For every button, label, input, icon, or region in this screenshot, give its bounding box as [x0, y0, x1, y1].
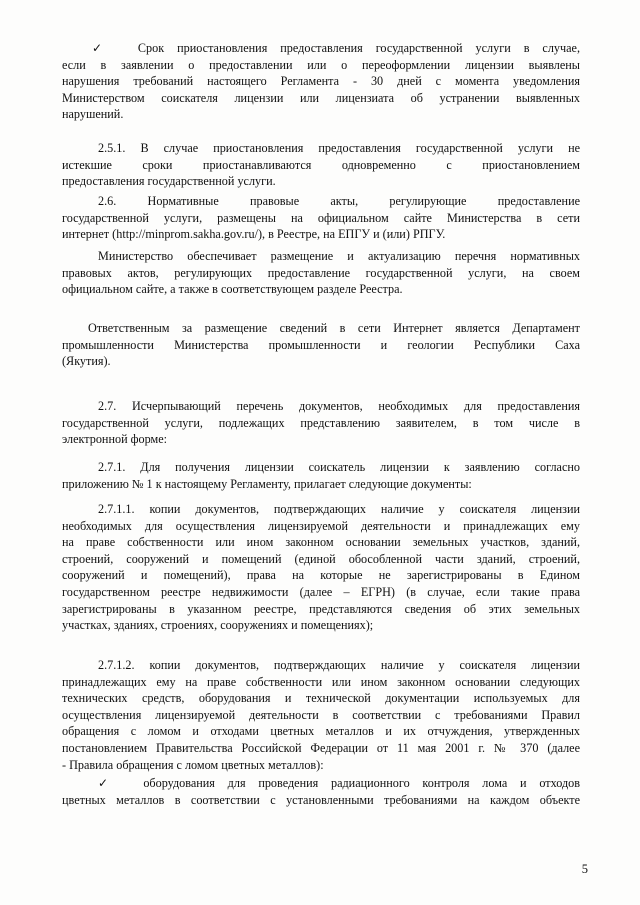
text-line: государственной услуги, подлежащих представлению заявителем, в том числе в: [62, 415, 580, 430]
text-line: на праве собственности или ином законном основании земельных участков, зданий,: [62, 535, 580, 550]
text-line: участках, зданиях, строениях, сооружениях и помещениях);: [62, 618, 374, 633]
paragraph-suspension-term: [62, 40, 580, 123]
text-line: 2.7.1. Для получения лицензии соискатель лицензии к заявлению согласно: [98, 460, 580, 474]
text-line: предоставления государственной услуги.: [62, 174, 276, 189]
page-number: 5: [581, 862, 588, 876]
text-line: государственной услуги, размещены на официальном сайте Министерства в сети: [62, 210, 580, 225]
text-line: ✓ Срок приостановления предоставления государственной услуги в случае,: [92, 41, 580, 55]
text-line: сооружений и помещений), права на которые не зарегистрированы в Едином: [62, 568, 580, 583]
text-line: интернет (http://minprom.sakha.gov.ru/), в Реестре, на ЕПГУ и (или) РПГУ.: [62, 227, 446, 242]
text-line: - Правила обращения с ломом цветных металлов):: [62, 757, 324, 772]
paragraph-2-7-1-1: [62, 501, 580, 634]
text-line: нарушений.: [62, 107, 124, 122]
text-line: Министерством соискателя лицензии или лицензиата об устранении выявленных: [62, 90, 580, 105]
text-line: Министерство обеспечивает размещение и актуализацию перечня нормативных: [98, 249, 580, 263]
text-line: постановлением Правительства Российской Федерации от 11 мая 2001 г. № 370 (далее: [62, 740, 580, 755]
paragraph-responsible-dept: [62, 320, 580, 370]
text-line: 2.7. Исчерпывающий перечень документов, необходимых для предоставления: [98, 399, 580, 413]
text-line: обращения с ломом и отходами цветных металлов и их отчуждения, утвержденных: [62, 724, 580, 739]
paragraph-equipment-radiation: [62, 775, 580, 808]
paragraph-2-7: [62, 398, 580, 448]
text-line: приложению № 1 к настоящему Регламенту, прилагает следующие документы:: [62, 476, 472, 491]
text-line: истекшие сроки приостанавливаются одновременно с приостановлением: [62, 157, 580, 172]
paragraph-2-5-1: [62, 140, 580, 190]
text-line: промышленности Министерства промышленности и геологии Республики Саха: [62, 337, 580, 352]
text-line: технических средств, оборудования и технической документации используемых для: [62, 691, 580, 706]
text-line: осуществления лицензируемой деятельности в соответствии с требованиями Правил: [62, 707, 580, 722]
text-line: 2.7.1.2. копии документов, подтверждающих наличие у соискателя лицензии: [98, 658, 580, 672]
text-line: государственном реестре недвижимости (далее – ЕГРН) (в случае, если такие права: [62, 584, 580, 599]
text-line: (Якутия).: [62, 354, 111, 369]
text-line: цветных металлов в соответствии с установленными требованиями на каждом объекте: [62, 792, 580, 807]
text-line: официальном сайте, а также в соответствующем разделе Реестра.: [62, 282, 403, 297]
text-line: принадлежащих ему на праве собственности или ином законном основании следующих: [62, 674, 580, 689]
text-line: электронной форме:: [62, 432, 168, 447]
checkmark-icon: ✓: [98, 776, 118, 790]
text-line: Ответственным за размещение сведений в сети Интернет является Департамент: [88, 321, 580, 335]
checkmark-icon: ✓: [92, 41, 112, 55]
text-line: нарушения требований настоящего Регламента - 30 дней с момента уведомления: [62, 74, 580, 89]
paragraph-2-7-1: [62, 459, 580, 492]
text-line: 2.5.1. В случае приостановления предоставления государственной услуги не: [98, 141, 580, 155]
paragraph-2-7-1-2: [62, 657, 580, 773]
paragraph-ministry-updates: [62, 248, 580, 298]
text-line: если в заявлении о предоставлении или о переоформлении лицензии выявлены: [62, 57, 580, 72]
text-line: зарегистрированы в указанном реестре, представляются сведения об этих земельных: [62, 601, 580, 616]
text-line: строений, сооружений и помещений (единой обособленной части зданий, строений,: [62, 551, 580, 566]
text-line: 2.7.1.1. копии документов, подтверждающих наличие у соискателя лицензии: [98, 502, 580, 516]
paragraph-2-6: [62, 193, 580, 243]
text-line: необходимых для осуществления лицензируемой деятельности и принадлежащих ему: [62, 518, 580, 533]
text-line: ✓ оборудования для проведения радиационного контроля лома и отходов: [98, 776, 580, 790]
text-line: правовых актов, регулирующих предоставление государственной услуги, на своем: [62, 265, 580, 280]
text-line: 2.6. Нормативные правовые акты, регулирующие предоставление: [98, 194, 580, 208]
